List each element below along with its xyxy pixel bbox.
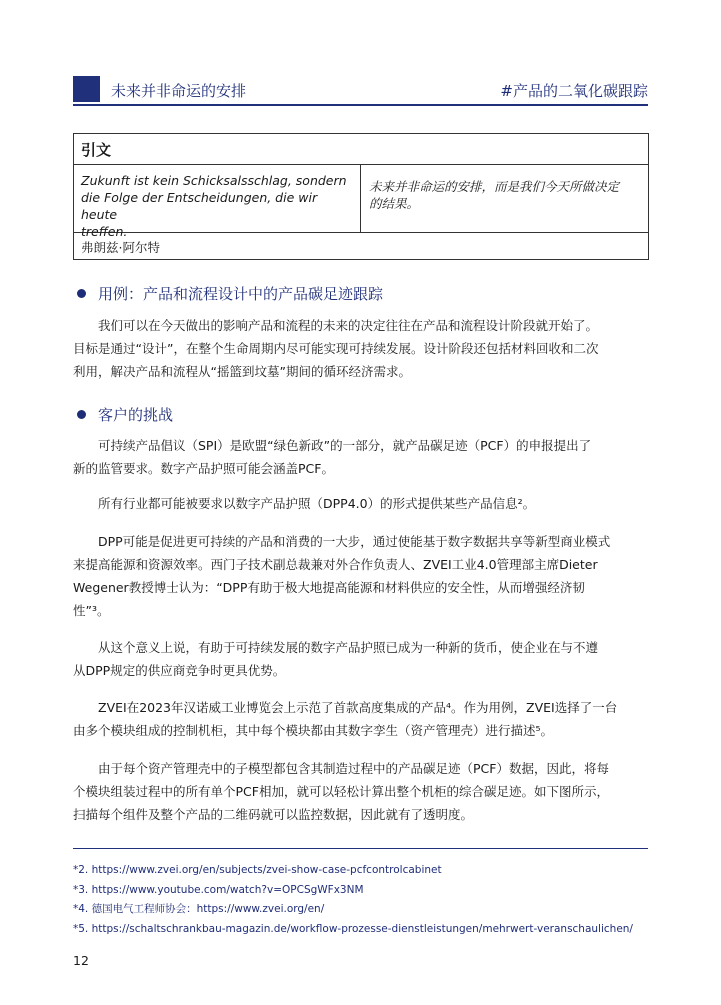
footnote-item[interactable]: *4. 德国电气工程师协会：https://www.zvei.org/en/ bbox=[73, 903, 325, 915]
bullet-icon bbox=[77, 410, 86, 419]
paragraph-line: ZVEI在2023年汉诺威工业博览会上示范了首款高度集成的产品⁴。作为用例，ZVEI选择了一台 bbox=[98, 700, 618, 715]
quote-heading: 引文 bbox=[74, 134, 648, 165]
paragraph bbox=[73, 434, 649, 480]
paragraph bbox=[73, 636, 649, 682]
paragraph-line: 扫描每个组件及整个产品的二维码就可以监控数据，因此就有了透明度。 bbox=[73, 807, 474, 822]
paragraph-line: 由于每个资产管理壳中的子模型都包含其制造过程中的产品碳足迹（PCF）数据，因此，将每 bbox=[98, 761, 609, 776]
footnote-divider bbox=[73, 848, 648, 849]
quote-chinese-line: 未来并非命运的安排，而是我们今天所做决定 bbox=[369, 179, 620, 194]
paragraph-line: 从这个意义上说，有助于可持续发展的数字产品护照已成为一种新的货币，使企业在与不遵 bbox=[98, 640, 599, 655]
section-title: 客户的挑战 bbox=[98, 406, 174, 424]
paragraph-line: 由多个模块组成的控制机柜，其中每个模块都由其数字孪生（资产管理壳）进行描述⁵。 bbox=[73, 723, 554, 738]
quote-body bbox=[74, 165, 648, 239]
section-heading bbox=[77, 283, 383, 304]
paragraph-line: 从DPP规定的供应商竞争时更具优势。 bbox=[73, 663, 286, 678]
paragraph-line: 个模块组装过程中的所有单个PCF相加，就可以轻松计算出整个机柜的综合碳足迹。如下图所示， bbox=[73, 784, 609, 799]
paragraph bbox=[73, 314, 649, 383]
paragraph bbox=[73, 530, 649, 622]
footnote-item[interactable]: *2. https://www.zvei.org/en/subjects/zvei-show-case-pcfcontrolcabinet bbox=[73, 864, 442, 876]
page-number: 12 bbox=[73, 953, 89, 968]
quote-chinese-line: 的结果。 bbox=[369, 196, 420, 211]
quote-german-line: Zukunft ist kein Schicksalsschlag, sondern bbox=[81, 173, 347, 188]
section-heading bbox=[77, 404, 173, 425]
paragraph-line: Wegener教授博士认为：“DPP有助于极大地提高能源和材料供应的安全性，从而增强经济韧 bbox=[73, 580, 585, 595]
paragraph bbox=[73, 492, 649, 515]
paragraph-line: 可持续产品倡议（SPI）是欧盟“绿色新政”的一部分，就产品碳足迹（PCF）的申报提出了 bbox=[98, 438, 592, 453]
page-header bbox=[73, 74, 648, 104]
quote-chinese bbox=[361, 165, 648, 232]
quote-german bbox=[74, 165, 361, 239]
footnotes bbox=[73, 861, 633, 939]
paragraph-line: 所有行业都可能被要求以数字产品护照（DPP4.0）的形式提供某些产品信息²。 bbox=[98, 496, 536, 511]
paragraph-line: 我们可以在今天做出的影响产品和流程的未来的决定往往在产品和流程设计阶段就开始了。 bbox=[98, 318, 599, 333]
paragraph-line: DPP可能是促进更可持续的产品和消费的一大步，通过使能基于数字数据共享等新型商业模式 bbox=[98, 534, 611, 549]
quote-german-line: treffen. bbox=[81, 224, 128, 239]
footnote-item[interactable]: *3. https://www.youtube.com/watch?v=OPCSgWFx3NM bbox=[73, 883, 364, 896]
header-accent-square bbox=[73, 76, 100, 102]
paragraph-line: 新的监管要求。数字产品护照可能会涵盖PCF。 bbox=[73, 461, 334, 476]
header-title: 未来并非命运的安排 bbox=[111, 82, 247, 100]
paragraph-line: 目标是通过“设计”，在整个生命周期内尽可能实现可持续发展。设计阶段还包括材料回收和二次 bbox=[73, 341, 599, 356]
quote-german-line: die Folge der Entscheidungen, die wir heute bbox=[81, 190, 318, 222]
paragraph bbox=[73, 757, 649, 826]
bullet-icon bbox=[77, 289, 86, 298]
section-title: 用例：产品和流程设计中的产品碳足迹跟踪 bbox=[98, 285, 384, 303]
quote-box bbox=[73, 133, 649, 260]
footnote-item[interactable]: *5. https://schaltschrankbau-magazin.de/workflow-prozesse-dienstleistungen/mehrwert-veranschaulichen/ bbox=[73, 922, 633, 935]
paragraph-line: 来提高能源和资源效率。西门子技术副总裁兼对外合作负责人、ZVEI工业4.0管理部主席Dieter bbox=[73, 557, 598, 572]
header-hashtag: #产品的二氧化碳跟踪 bbox=[500, 82, 648, 100]
paragraph bbox=[73, 696, 649, 742]
quote-author: 弗朗兹·阿尔特 bbox=[81, 240, 160, 255]
paragraph-line: 性”³。 bbox=[73, 603, 110, 618]
paragraph-line: 利用，解决产品和流程从“摇篮到坟墓”期间的循环经济需求。 bbox=[73, 364, 411, 379]
header-divider bbox=[73, 104, 648, 106]
